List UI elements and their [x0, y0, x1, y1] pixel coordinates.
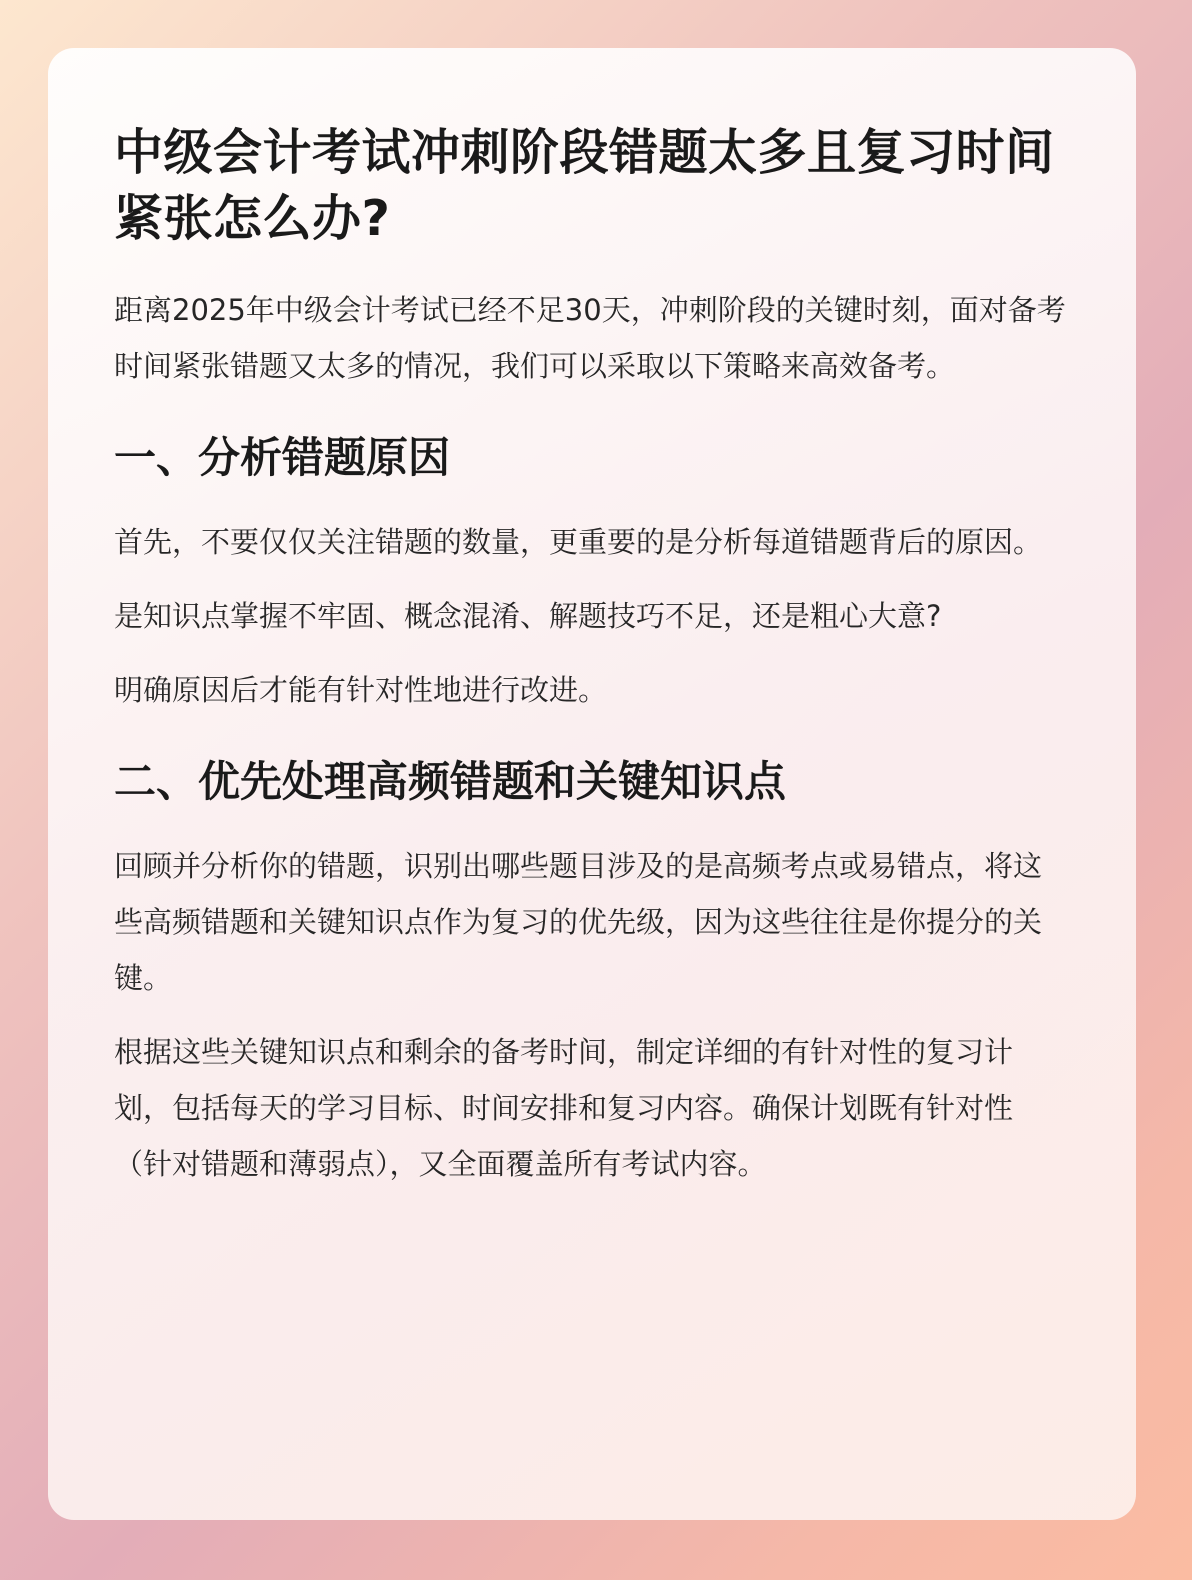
paragraph: 明确原因后才能有针对性地进行改进。	[114, 673, 608, 707]
paragraph: 回顾并分析你的错题，识别出哪些题目涉及的是高频考点或易错点，将这些高频错题和关键知识点作为复习的优先级，因为这些往往是你提分的关键。	[114, 849, 1043, 995]
paragraph: 根据这些关键知识点和剩余的备考时间，制定详细的有针对性的复习计划，包括每天的学习目标、时间安排和复习内容。确保计划既有针对性（针对错题和薄弱点），又全面覆盖所有考试内容。	[114, 1035, 1014, 1181]
article-card	[48, 48, 1136, 1520]
paragraph: 首先，不要仅仅关注错题的数量，更重要的是分析每道错题背后的原因。	[114, 525, 1043, 559]
paragraph: 是知识点掌握不牢固、概念混淆、解题技巧不足，还是粗心大意?	[114, 599, 942, 633]
intro-paragraph: 距离2025年中级会计考试已经不足30天，冲刺阶段的关键时刻，面对备考时间紧张错题又太多的情况，我们可以采取以下策略来高效备考。	[114, 293, 1066, 383]
article-title: 中级会计考试冲刺阶段错题太多且复习时间紧张怎么办?	[114, 124, 1055, 247]
section-heading: 一、分析错题原因	[114, 433, 451, 482]
section-heading: 二、优先处理高频错题和关键知识点	[114, 757, 787, 806]
